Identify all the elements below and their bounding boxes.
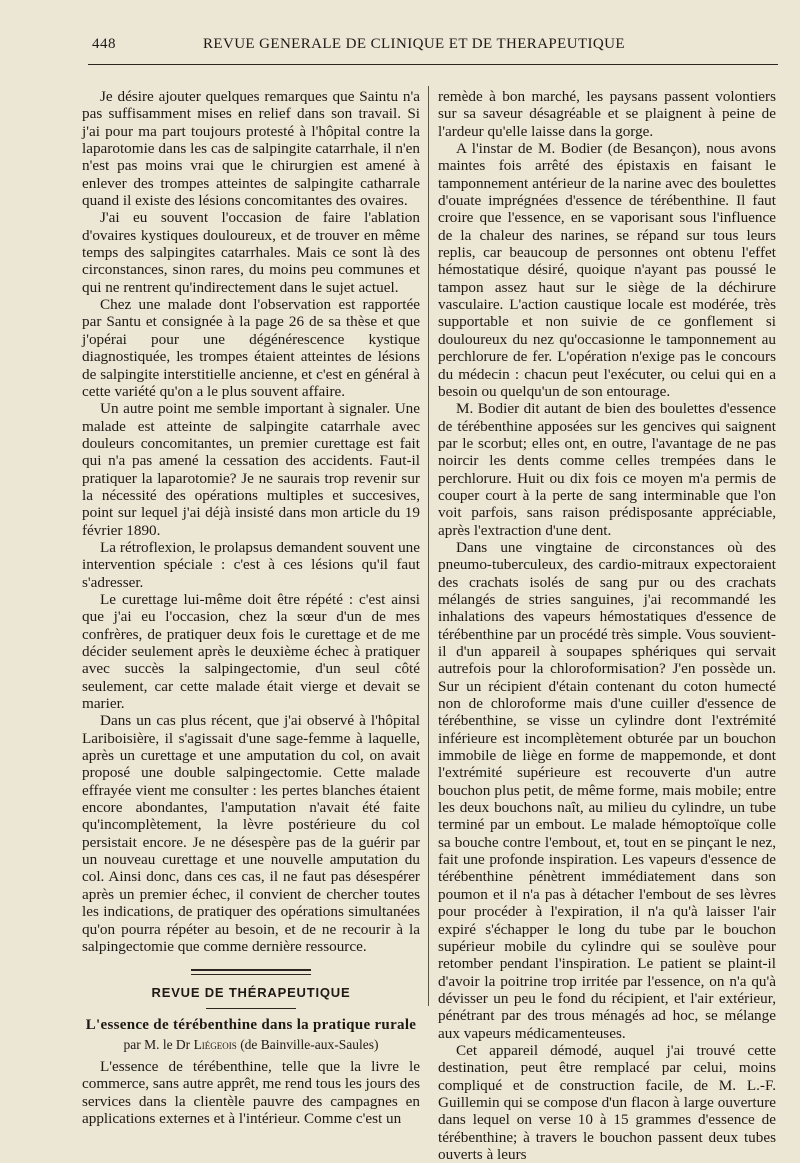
byline-author: Liégeois	[193, 1036, 237, 1052]
article-paragraph: L'essence de térébenthine, telle que la livre le commerce, sans autre apprêt, me rend tous les jours des services dans la clientèle pauvre des campagnes en applications externes et à l'intérieur. Comme c'est un	[82, 1057, 420, 1127]
article-title: L'essence de térébenthine dans la pratique rurale	[85, 1016, 417, 1033]
right-column	[438, 88, 776, 1163]
paragraph: Dans un cas plus récent, que j'ai observé à l'hôpital Lariboisière, il s'agissait d'une sage-femme à laquelle, après un curettage et une amputation du col, on avait proposé une double salpingectomie. Cette malade effrayée vient me consulter : les pertes blanches étaient encore abondantes, l'amputation n'avait été faite qu'incomplètement, la lèvre postérieure du col persistait encore. Je ne désespère pas de la guérir par un nouveau curettage et une nouvelle amputation du col. Ainsi donc, dans ces cas, il ne faut pas désespérer après un premier échec, il convient de chercher toutes les indications, de pratiquer des opérations simultanées qu'on pourra répéter au besoin, et de ne recourir à la salpingectomie que comme dernière ressource.	[82, 712, 420, 955]
paragraph: J'ai eu souvent l'occasion de faire l'ablation d'ovaires kystiques douloureux, et de trouver en même temps des salpingites catarrhales. Mais ce sont là des circonstances, sinon rares, du moins peu communes et qui ne rentrent qu'indirectement dans le sujet actuel.	[82, 209, 420, 296]
section-rule-thin	[206, 1008, 296, 1009]
column-divider	[428, 86, 429, 1006]
byline	[82, 1036, 420, 1053]
page-number: 448	[92, 36, 116, 52]
paragraph: Le curettage lui-même doit être répété : c'est ainsi que j'ai eu l'occasion, chez la sœur d'un de mes confrères, de pratiquer deux fois le curettage et de me décider seulement après le deuxième échec à pratiquer avec succès la salpingectomie, d'un seul côté seulement, car cette malade était vierge et devait se marier.	[82, 590, 420, 713]
header-rule	[88, 64, 778, 65]
page-header	[0, 28, 800, 58]
paragraph: remède à bon marché, les paysans passent volontiers sur sa saveur désagréable et se plaignent à peine de l'ardeur qu'elle laisse dans la gorge.	[438, 88, 776, 140]
paragraph: Un autre point me semble important à signaler. Une malade est atteinte de salpingite catarrhale avec douleurs concomitantes, un premier curettage est fait qui n'a pas amené la cessation des accidents. Faut-il pratiquer la laparotomie? Je ne saurais trop revenir sur la nécessité des opérations multiples et succesives, point sur lequel j'ai déjà insisté dans mon article du 19 février 1890.	[82, 400, 420, 539]
paragraph: A l'instar de M. Bodier (de Besançon), nous avons maintes fois arrêté des épistaxis en faisant le tamponnement antérieur de la narine avec des boulettes d'ouate imprégnées d'essence de térébenthine. Il faut croire que l'essence, en se vaporisant sous l'influence de la chaleur des narines, se répand sur tous leurs replis, car beaucoup de personnes ont obtenu l'effet hémostatique désiré, quoique n'ayant pas poussé le tampon assez haut sur le siège de la déchirure vasculaire. L'action caustique locale est modérée, très supportable et non suivie de ce gonflement si douloureux du nez qu'occasionne le tamponnement au perchlorure de fer. L'opération n'exige pas le concours du médecin : chacun peut l'exécuter, ou celui qui en a besoin ou quelqu'un de son entourage.	[438, 140, 776, 400]
paragraph: Dans une vingtaine de circonstances où des pneumo-tuberculeux, des cardio-mitraux expectoraient des crachats isolés de sang pur ou des crachats mélangés de stries sanguines, j'ai recommandé les inhalations des vapeurs hémostatiques d'essence de térébenthine par un procédé très simple. Vous souvient-il d'un appareil à soupapes sphériques qui servait autrefois pour la chloroformisation? J'en possède un. Sur un récipient d'étain contenant du coton humecté non de chloroforme mais d'une cuiller d'essence de térébenthine, se visse un cylindre dont l'extrémité inférieure est incomplètement obturée par un bouchon immobile de liège en forme de mappemonde, et dont l'extrémité supérieure est recouverte d'un autre bouchon plus petit, de même forme, mais mobile; entre les deux bouchons naît, au milieu du cylindre, un tube terminé par un embout. Le malade hémoptoïque colle sa bouche contre l'embout, et, tout en se pinçant le nez, fait une profonde inspiration. Les vapeurs d'essence de térébenthine pénètrent immédiatement dans son poumon et il n'a pas à détacher l'embout de ses lèvres pour procéder à l'expiration, il n'a qu'à laisser l'air expiré s'échapper le long du tube par le bouchon supérieur mobile du cylindre qui se soulève pour retomber pendant l'inspiration. Le patient se plaint-il d'avoir la poitrine trop irritée par l'essence, on n'a qu'à dévisser un peu le fond du récipient, et l'air extérieur, pénétrant par des trous ménagés ad hoc, se mélange aux vapeurs médicamenteuses.	[438, 538, 776, 1042]
paragraph: Chez une malade dont l'observation est rapportée par Santu et consignée à la page 26 de sa thèse et que j'opérai pour une dégénérescence kystique diagnostiquée, les trompes étaient atteintes de lésions de salpingite interstitielle ancienne, et c'est en général à cette variété qu'on a le plus souvent affaire.	[82, 296, 420, 400]
paragraph: M. Bodier dit autant de bien des boulettes d'essence de térébenthine apposées sur les gencives qui saignent par le scorbut; elles ont, en outre, l'avantage de ne pas noircir les dents comme celles trempées dans le perchlorure. Huit ou dix fois ce moyen m'a permis de couper court à la perte de sang interminable que l'on voit parfois, sans raison prédisposante appréciable, après l'extraction d'une dent.	[438, 400, 776, 539]
paragraph: La rétroflexion, le prolapsus demandent souvent une intervention spéciale : c'est à ces lésions qu'il faut s'adresser.	[82, 538, 420, 591]
byline-prefix: par M. le Dr	[123, 1036, 191, 1052]
paragraph: Cet appareil démodé, auquel j'ai trouvé cette destination, peut être remplacé par celui, moins compliqué et de construction facile, de M. L.-F. Guillemin qui se compose d'un flacon à large ouverture dans lequel on verse 10 à 15 grammes d'essence de térébenthine; à travers le bouchon passent deux tubes ouverts à leurs	[438, 1041, 776, 1163]
section-heading: REVUE DE THÉRAPEUTIQUE	[151, 985, 351, 1001]
left-column	[82, 88, 420, 1127]
section-rule	[191, 969, 311, 975]
paragraph: Je désire ajouter quelques remarques que Saintu n'a pas suffisamment mises en relief dans son travail. Si j'ai pour ma part toujours protesté à l'hôpital contre la laparotomie dans les cas de salpingite catarrhale, il n'en n'est pas moins vrai que le chirurgien est amené à enlever des trompes atteintes de salpingite catharrale quand il existe des lésions concomitantes des ovaires.	[82, 88, 420, 210]
running-title: REVUE GENERALE DE CLINIQUE ET DE THERAPEUTIQUE	[203, 36, 625, 52]
byline-suffix: (de Bainville-aux-Saules)	[240, 1036, 379, 1052]
